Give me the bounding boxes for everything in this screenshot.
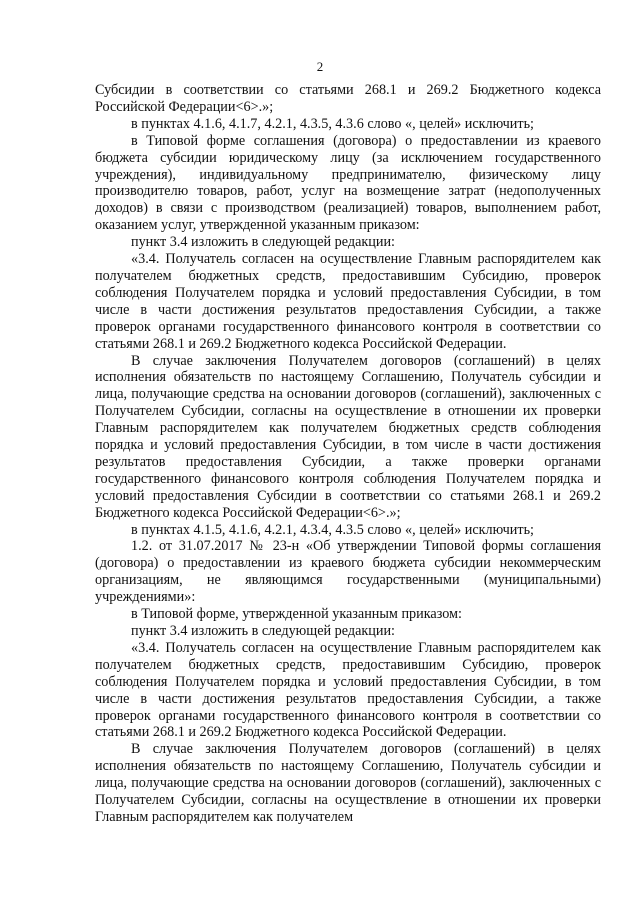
paragraph: В случае заключения Получателем договоров (соглашений) в целях исполнения обязательств по настоящему Соглашению, Получатель субсидии и лица, получающие средства на основании договоров (соглашений), заключенных с Получателем Субсидии, согласны на осуществление в отношении их проверки Главным распорядителем как получателем бюджетных средств соблюдения порядка и условий предоставления Субсидии, в том числе в части достижения результатов предоставления Субсидии, а также проверки органами государственного финансового контроля соблюдения Получателем порядка и условий предоставления Субсидии в соответствии со статьями 268.1 и 269.2 Бюджетного кодекса Российской Федерации<6>.»; (95, 352, 601, 521)
paragraph: в Типовой форме соглашения (договора) о предоставлении из краевого бюджета субсидии юридическому лицу (за исключением государственного учреждения), индивидуальному предпринимателю, физическому лицу производителю товаров, работ, услуг на возмещение затрат (недополученных доходов) в связи с производством (реализацией) товаров, выполнением работ, оказанием услуг, утвержденной указанным приказом: (95, 132, 601, 234)
paragraph: в пунктах 4.1.5, 4.1.6, 4.2.1, 4.3.4, 4.3.5 слово «, целей» исключить; (131, 521, 534, 538)
paragraph: «3.4. Получатель согласен на осуществление Главным распорядителем как получателем бюджетных средств, предоставившим Субсидию, проверок соблюдения Получателем порядка и условий предоставления Субсидии, в том числе в части достижения результатов предоставления Субсидии, а также проверок органами государственного финансового контроля в соответствии со статьями 268.1 и 269.2 Бюджетного кодекса Российской Федерации. (95, 251, 601, 352)
paragraph: «3.4. Получатель согласен на осуществление Главным распорядителем как получателем бюджетных средств, предоставившим Субсидию, проверок соблюдения Получателем порядка и условий предоставления Субсидии, в том числе в части достижения результатов предоставления Субсидии, а также проверок органами государственного финансового контроля в соответствии со статьями 268.1 и 269.2 Бюджетного кодекса Российской Федерации. (95, 639, 601, 741)
paragraph: Субсидии в соответствии со статьями 268.1 и 269.2 Бюджетного кодекса Российской Федерации<6>.»; (95, 82, 601, 115)
paragraph: пункт 3.4 изложить в следующей редакции: (131, 623, 395, 639)
paragraph: 1.2. от 31.07.2017 № 23-н «Об утверждении Типовой формы соглашения (договора) о предоставлении из краевого бюджета субсидии некоммерческим организациям, не являющимся государственными (муниципальными) учреждениями»: (95, 538, 601, 606)
document-body (95, 82, 601, 826)
page-number: 2 (316, 59, 324, 74)
paragraph: пункт 3.4 изложить в следующей редакции: (131, 234, 395, 251)
paragraph: в пунктах 4.1.6, 4.1.7, 4.2.1, 4.3.5, 4.3.6 слово «, целей» исключить; (131, 115, 534, 132)
paragraph: в Типовой форме, утвержденной указанным приказом: (131, 606, 462, 623)
paragraph: В случае заключения Получателем договоров (соглашений) в целях исполнения обязательств по настоящему Соглашению, Получатель субсидии и лица, получающие средства на основании договоров (соглашений), заключенных с Получателем Субсидии, согласны на осуществление в отношении их проверки Главным распорядителем как получателем (95, 741, 601, 825)
